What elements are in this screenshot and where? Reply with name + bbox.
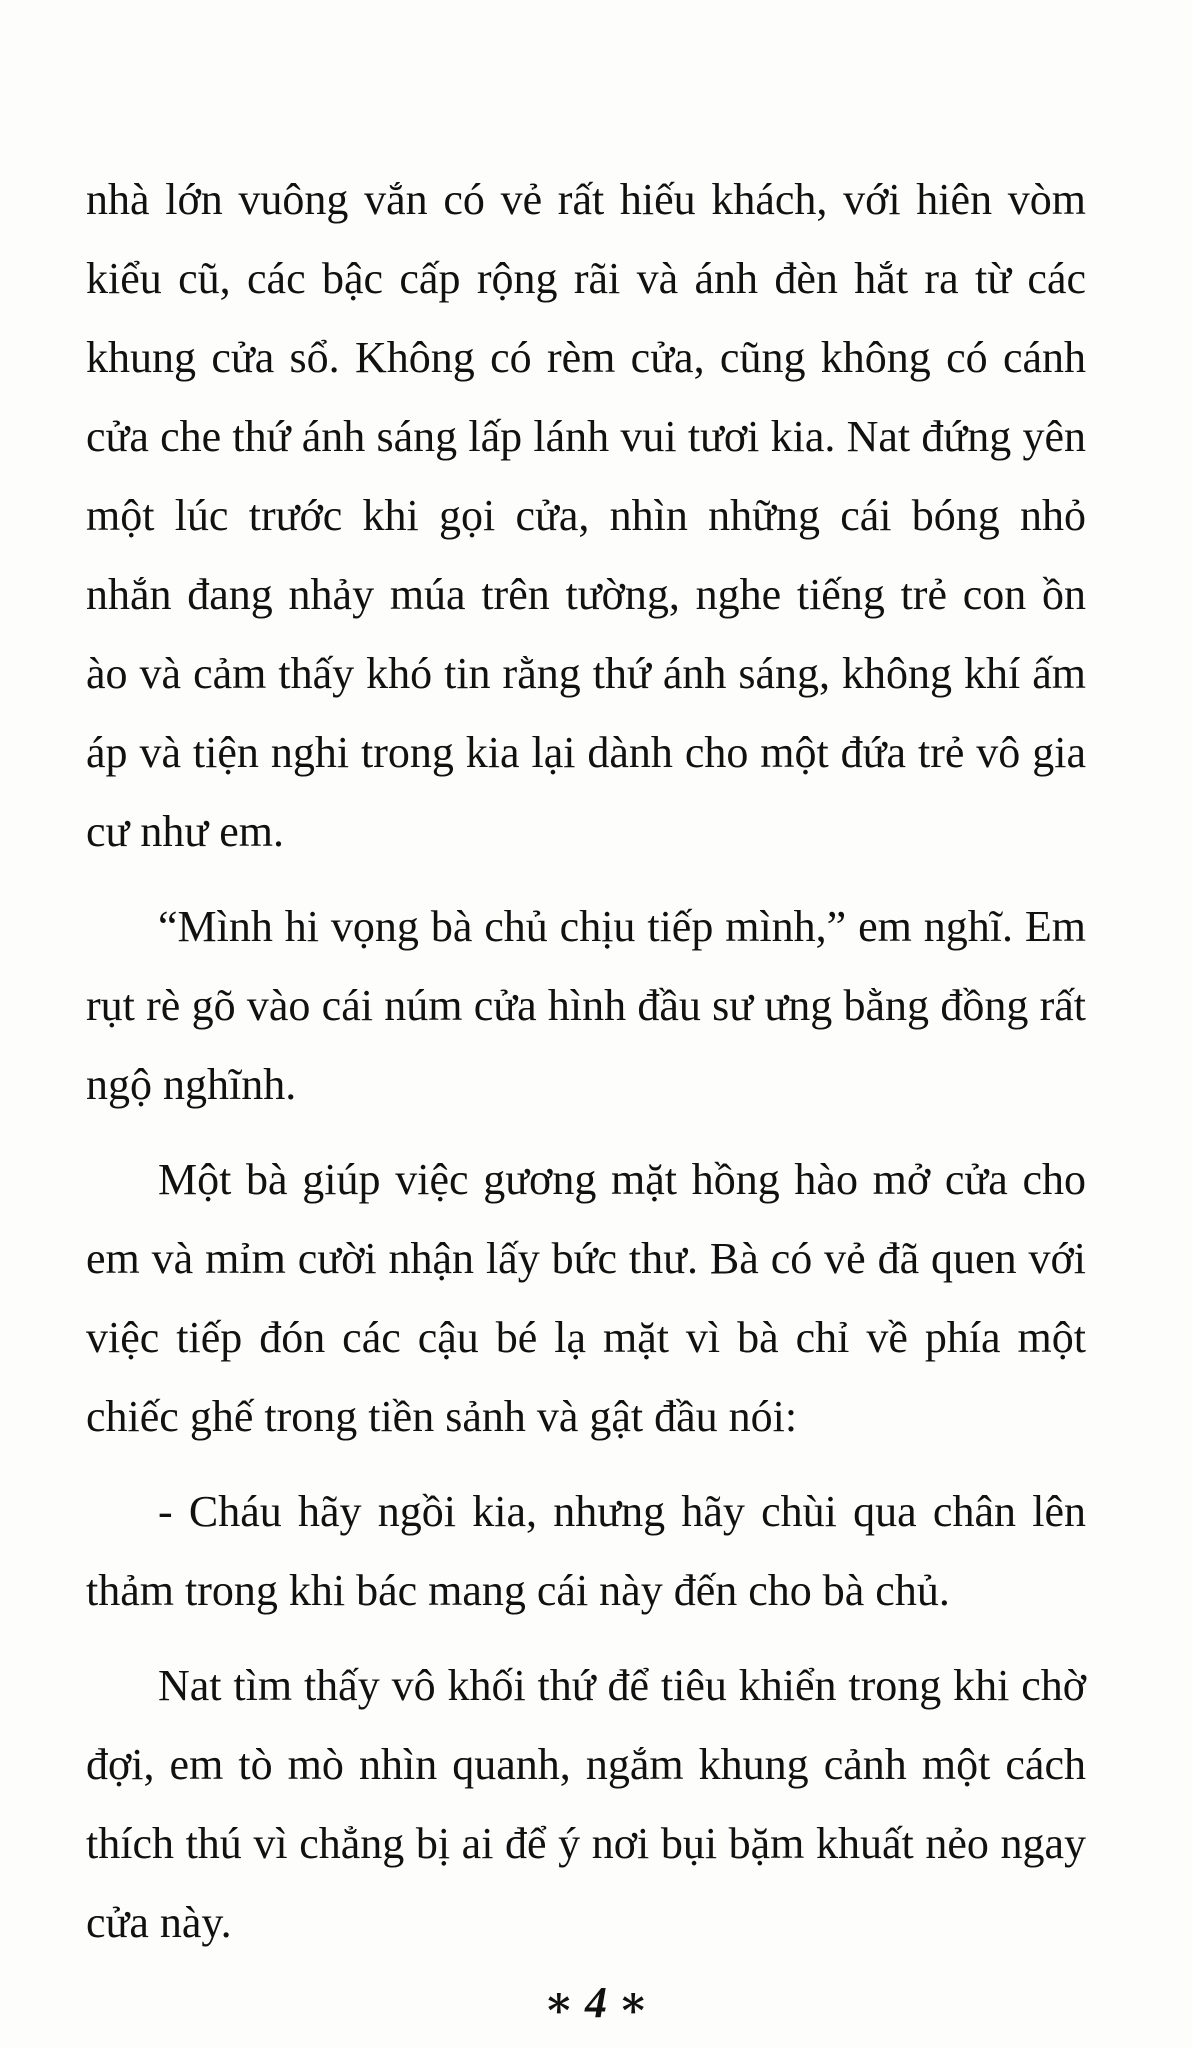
paragraph-1: nhà lớn vuông vắn có vẻ rất hiếu khách, với hiên vòm kiểu cũ, các bậc cấp rộng rãi và ánh đèn hắt ra từ các khung cửa sổ. Không có rèm cửa, cũng không có cánh cửa che thứ ánh sáng lấp lánh vui tươi kia. Nat đứng yên một lúc trước khi gọi cửa, nhìn những cái bóng nhỏ nhắn đang nhảy múa trên tường, nghe tiếng trẻ con ồn ào và cảm thấy khó tin rằng thứ ánh sáng, không khí ấm áp và tiện nghi trong kia lại dành cho một đứa trẻ vô gia cư như em. [86,175,1086,856]
paragraph-2: “Mình hi vọng bà chủ chịu tiếp mình,” em nghĩ. Em rụt rè gõ vào cái núm cửa hình đầu sư ưng bằng đồng rất ngộ nghĩnh. [86,902,1086,1109]
paragraph-5: Nat tìm thấy vô khối thứ để tiêu khiển trong khi chờ đợi, em tò mò nhìn quanh, ngắm khung cảnh một cách thích thú vì chẳng bị ai để ý nơi bụi bặm khuất nẻo ngay cửa này. [86,1661,1086,1947]
page-number: ∗ 4 ∗ [543,1978,649,2027]
paragraph-3: Một bà giúp việc gương mặt hồng hào mở cửa cho em và mỉm cười nhận lấy bức thư. Bà có vẻ đã quen với việc tiếp đón các cậu bé lạ mặt vì bà chỉ về phía một chiếc ghế trong tiền sảnh và gật đầu nói: [86,1155,1086,1441]
paragraph-4: - Cháu hãy ngồi kia, nhưng hãy chùi qua chân lên thảm trong khi bác mang cái này đến cho bà chủ. [86,1487,1086,1615]
body-text [86,160,1086,1962]
